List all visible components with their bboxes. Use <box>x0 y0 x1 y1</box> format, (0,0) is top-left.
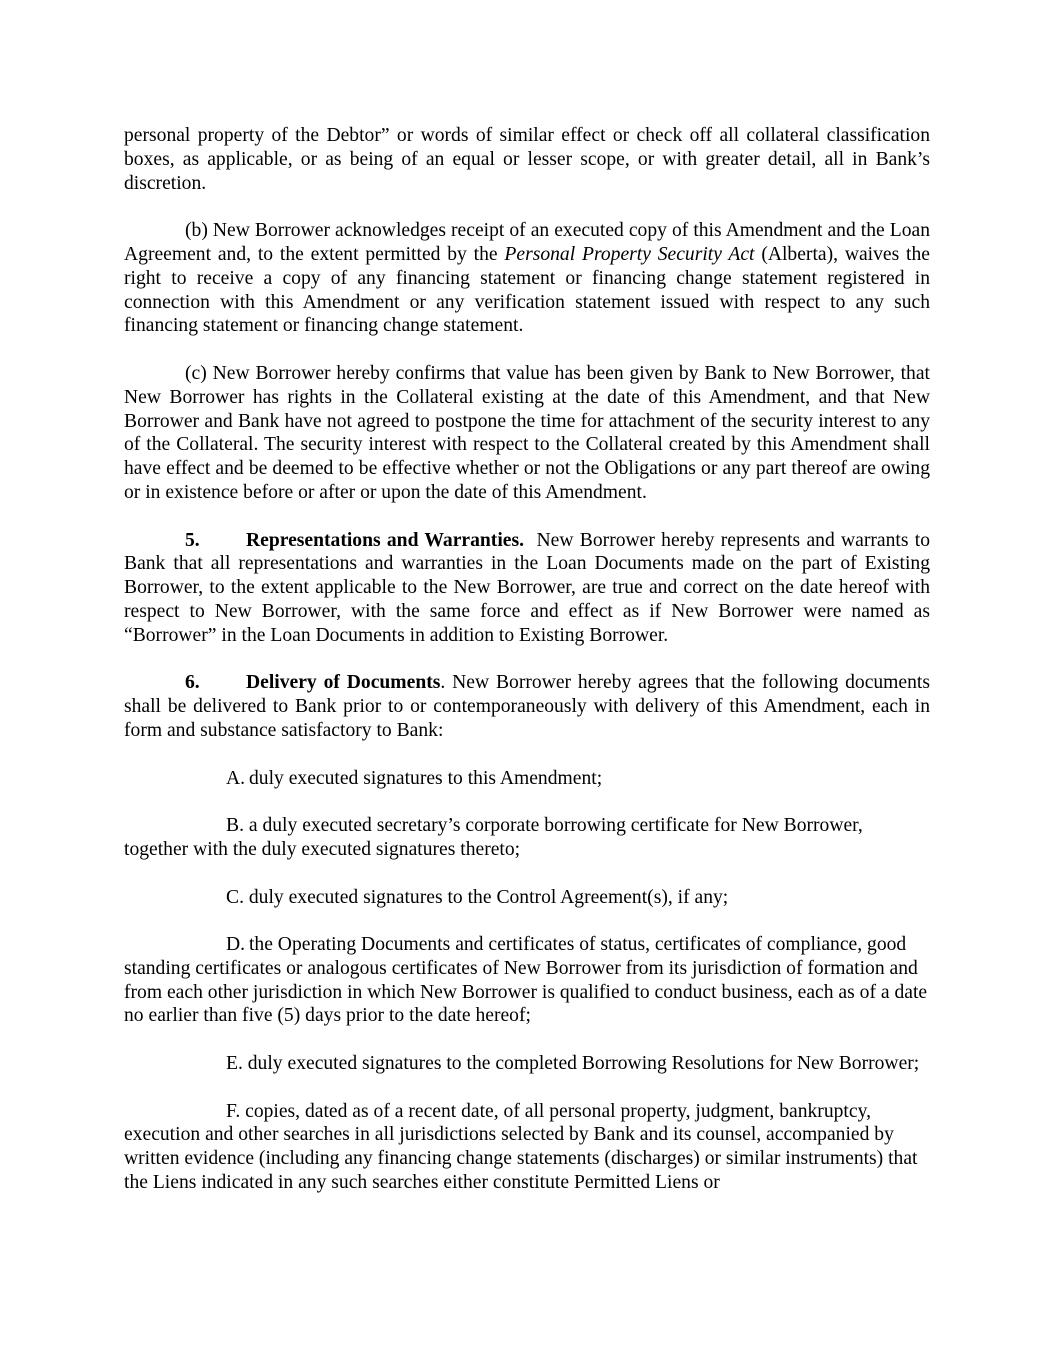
list-item-a: A. duly executed signatures to this Amendment; <box>226 767 603 789</box>
statute-name: Personal Property Security Act <box>504 243 755 265</box>
section-6 <box>124 671 930 742</box>
list-item-b: B. a duly executed secretary’s corporate borrowing certificate for New Borrower, together with the duly executed signatures thereto; <box>124 815 863 860</box>
list-item-e: E. duly executed signatures to the completed Borrowing Resolutions for New Borrower; <box>226 1053 920 1075</box>
paragraph-b-text-start: (b) New Borrower acknowledges receipt of an executed copy of this Amendment and the Loan Agreement and, to the extent permitted by the <box>124 220 930 265</box>
paragraph-b-text-end: (Alberta), waives the right to receive a copy of any financing statement or financing change statement registered in connection with this Amendment or any verification statement issued with respect to any such financing statement or financing change statement. <box>124 243 930 337</box>
list-item-c: C. duly executed signatures to the Control Agreement(s), if any; <box>226 886 729 908</box>
paragraph-continuation: personal property of the Debtor” or words of similar effect or check off all collateral classification boxes, as applicable, or as being of an equal or lesser scope, or with greater detail, all in Bank’s discretion. <box>124 125 930 194</box>
document-page <box>124 124 930 1219</box>
section-5-title: Representations and Warranties. <box>246 529 524 551</box>
list-item-f: F. copies, dated as of a recent date, of all personal property, judgment, bankruptcy, execution and other searches in all jurisdictions selected by Bank and its counsel, accompanied by written evidence (including any financing change statements (discharges) or similar instruments) that the Liens indicated in any such searches either constitute Permitted Liens or <box>124 1100 918 1194</box>
section-6-number: 6. <box>185 672 200 694</box>
section-5-body: New Borrower hereby represents and warrants to Bank that all representations and warranties in the Loan Documents made on the part of Existing Borrower, to the extent applicable to the New Borrower, are true and correct on the date hereof with respect to New Borrower, with the same force and effect as if New Borrower were named as “Borrower” in the Loan Documents in addition to Existing Borrower. <box>124 529 930 646</box>
section-5 <box>124 529 930 648</box>
section-6-title: Delivery of Documents <box>246 672 441 694</box>
paragraph-b <box>124 219 930 338</box>
section-5-number: 5. <box>185 529 200 551</box>
paragraph-c: (c) New Borrower hereby confirms that value has been given by Bank to New Borrower, that New Borrower has rights in the Collateral existing at the date of this Amendment, and that New Borrower and Bank have not agreed to postpone the time for attachment of the security interest to any of the Collateral. The security interest with respect to the Collateral created by this Amendment shall have effect and be deemed to be effective whether or not the Obligations or any part thereof are owing or in existence before or after or upon the date of this Amendment. <box>124 362 930 503</box>
list-item-d: D. the Operating Documents and certificates of status, certificates of compliance, good standing certificates or analogous certificates of New Borrower from its jurisdiction of formation and from each other jurisdiction in which New Borrower is qualified to conduct business, each as of a date no earlier than five (5) days prior to the date hereof; <box>124 934 928 1027</box>
section-6-body: . New Borrower hereby agrees that the following documents shall be delivered to Bank prior to or contemporaneously with delivery of this Amendment, each in form and substance satisfactory to Bank: <box>124 672 930 741</box>
